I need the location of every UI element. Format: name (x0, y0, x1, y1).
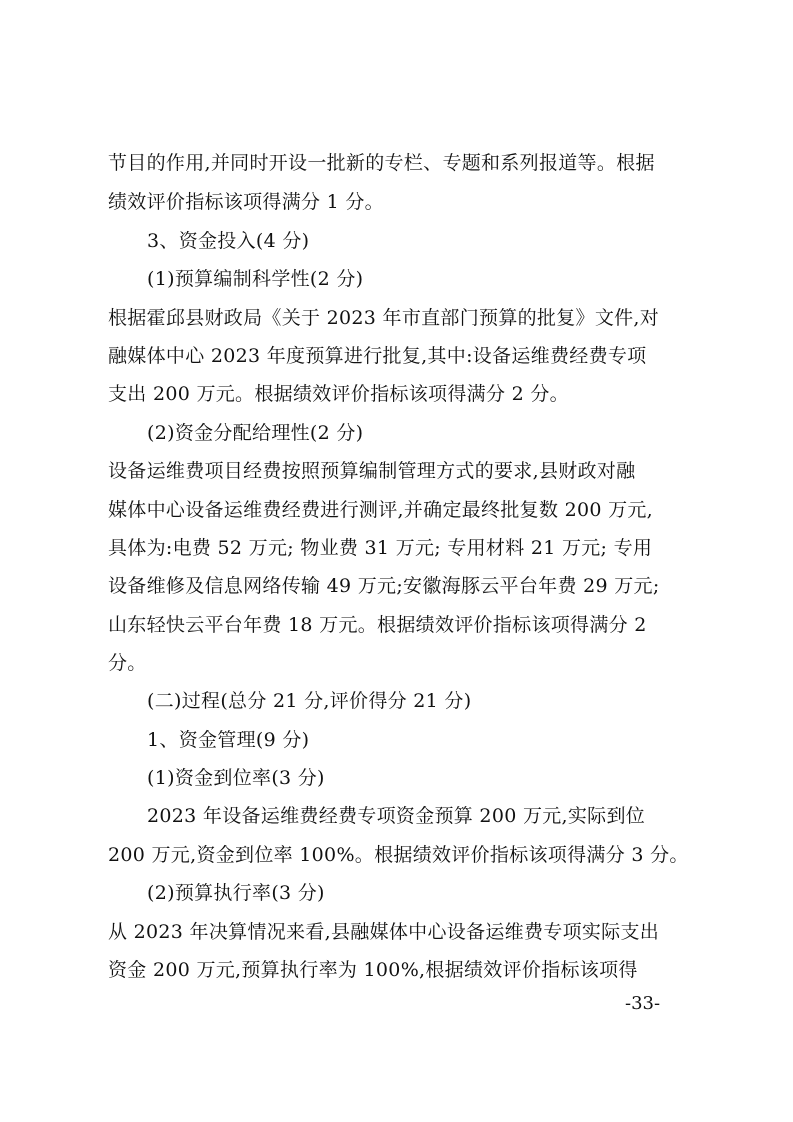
paragraph-line: 2023 年设备运维费经费专项资金预算 200 万元,实际到位 (147, 805, 646, 827)
section-heading: 3、资金投入(4 分) (147, 230, 310, 252)
paragraph-line: 节目的作用,并同时开设一批新的专栏、专题和系列报道等。根据 (108, 152, 655, 174)
paragraph-line: 从 2023 年决算情况来看,县融媒体中心设备运维费专项实际支出 (108, 921, 660, 943)
subsection-heading: (2)资金分配给理性(2 分) (147, 422, 364, 444)
paragraph-line: 200 万元,资金到位率 100%。根据绩效评价指标该项得满分 3 分。 (108, 844, 689, 866)
section-heading: 1、资金管理(9 分) (147, 729, 310, 751)
paragraph-line: 媒体中心设备运维费经费进行测评,并确定最终批复数 200 万元, (108, 499, 654, 521)
paragraph-line: 山东轻快云平台年费 18 万元。根据绩效评价指标该项得满分 2 (108, 614, 647, 636)
subsection-heading: (2)预算执行率(3 分) (147, 882, 325, 904)
paragraph-line: 支出 200 万元。根据绩效评价指标该项得满分 2 分。 (108, 383, 569, 405)
section-heading: (二)过程(总分 21 分,评价得分 21 分) (147, 690, 472, 712)
subsection-heading: (1)资金到位率(3 分) (147, 767, 325, 789)
page-number: -33- (625, 993, 661, 1014)
paragraph-line: 具体为:电费 52 万元; 物业费 31 万元; 专用材料 21 万元; 专用 (108, 537, 653, 559)
paragraph-line: 资金 200 万元,预算执行率为 100%,根据绩效评价指标该项得 (108, 959, 638, 981)
subsection-heading: (1)预算编制科学性(2 分) (147, 268, 364, 290)
paragraph-line: 融媒体中心 2023 年度预算进行批复,其中:设备运维费经费专项 (108, 345, 647, 367)
paragraph-line: 设备运维费项目经费按照预算编制管理方式的要求,县财政对融 (108, 460, 636, 482)
paragraph-line: 根据霍邱县财政局《关于 2023 年市直部门预算的批复》文件,对 (108, 307, 660, 329)
paragraph-line: 分。 (108, 652, 147, 674)
paragraph-line: 设备维修及信息网络传输 49 万元;安徽海豚云平台年费 29 万元; (108, 575, 660, 597)
paragraph-line: 绩效评价指标该项得满分 1 分。 (108, 191, 384, 213)
